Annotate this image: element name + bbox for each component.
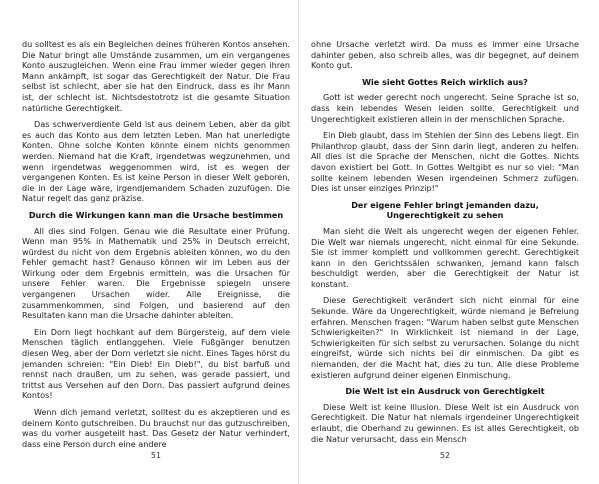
paragraph: Wenn dich jemand verletzt, solltest du es akzeptieren und es deinem Konto gutschreiben. Du brauchst nur das gutzuschreiben, was du vorher ausgeteilt hast. Das Gesetz der Natur verhindert, dass eine Person durch eine andere [22,407,290,449]
paragraph: All dies sind Folgen. Genau wie die Resultate einer Prüfung. Wenn man 95% in Mathematik und 25% in Deutsch erreicht, würdest du nicht von dem Ergebnis ableiten können, wo du den Fehler gemacht hast? Genauso können wir im Leben aus der Wirkung oder dem Ergebnis ermitteln, was die Ursachen für unsere Fehler waren. Die Ergebnisse spiegeln unsere vergangenen Ursachen wider. Alle Ereignisse, die zusammenkommen, sind Folgen, und basierend auf den Resultaten kann man die Ursache dahinter ableiten. [22,225,290,321]
section-heading: Die Welt ist ein Ausdruck von Gerechtigkeit [345,386,545,397]
heading-line: Der eigene Fehler bringt jemanden dazu, [351,199,539,210]
paragraph: ohne Ursache verletzt wird. Da muss es immer eine Ursache dahinter geben, also schreib alles, was dir begegnet, auf deinem Konto gut. [311,39,579,71]
section-heading: Wie sieht Gottes Reich wirklich aus? [362,76,528,87]
paragraph: Gott ist weder gerecht noch ungerecht. Seine Sprache ist so, dass kein lebendes Wesen leiden sollte. Gerechtigkeit und Ungerechtigkeit existieren allein in der menschlichen Sprache. [311,92,579,124]
page-number: 52 [439,451,451,460]
paragraph: Diese Welt ist keine Illusion. Diese Welt ist ein Ausdruck von Gerechtigkeit. Die Natur hat niemals irgendeiner Ungerechtigkeit erlaubt, die Oberhand zu gewinnen. Es ist alles Gerechtigkeit, ob die Natur verursacht, dass ein Mensch [311,401,579,444]
paragraph: Ein Dorn liegt hochkant auf dem Bürgersteig, auf dem viele Menschen täglich entlanggehen. Viele Fußgänger benutzen diesen Weg, aber der Dorn verletzt sie nicht. Eines Tages hörst du jemanden schreien: "Ein Dieb! Ein Dieb!", du bist barfuß und rennst nach draußen, um zu sehen, was gerade passiert, und trittst aus Versehen auf den Dorn. Das passiert aufgrund deines Kontos! [22,326,290,401]
paragraph: du solltest es als ein Begleichen deines früheren Kontos ansehen. Die Natur bringt alle Umstände zusammen, um ein vergangenes Konto auszugleichen. Wenn eine Frau immer wieder gegen ihren Mann ankämpft, ist sogar das Gerechtigkeit der Natur. Die Frau selbst ist schlecht, aber sie hat den Eindruck, dass es ihr Mann ist, der schlecht ist. Nichtsdestotrotz ist die gesamte Situation natürliche Gerechtigkeit. [22,39,290,113]
section-heading [311,200,579,221]
left-page [22,0,290,484]
page-number: 51 [150,451,162,460]
paragraph: Das schwerverdiente Geld ist aus deinem Leben, aber da gibt es auch das Konto aus dem letzten Leben. Man hat unerledigte Konten. Ohne solche Konten könnte einem nichts genommen werden. Niemand hat die Kraft, irgendetwas wegzunehmen, und wenn irgendetwas weggenommen wird, ist es wegen der vergangenen Konten. Es ist keine Person in dieser Welt geboren, die in der Lage wäre, irgendjemandem Schaden zuzufügen. Die Natur regelt das ganz präzise. [22,119,290,204]
section-heading: Durch die Wirkungen kann man die Ursache bestimmen [28,209,284,220]
paragraph: Ein Dieb glaubt, dass im Stehlen der Sinn des Lebens liegt. Ein Philanthrop glaubt, dass der Sinn darin liegt, anderen zu helfen. All dies ist die Sprache der Menschen, nicht die Gottes. Nichts davon existiert bei Gott. In Gottes Weltgibt es nur so viel: "Man sollte keinem lebenden Wesen irgendeinen Schmerz zufügen. Dies ist unser einziges Prinzip!" [311,130,579,194]
gutter-divider [298,0,299,484]
left-page-text [22,39,290,455]
right-page [311,0,579,484]
paragraph: Diese Gerechtigkeit verändert sich nicht einmal für eine Sekunde. Wäre da Ungerechtigkeit, würde niemand je Befreiung erfahren. Menschen fragen: "Warum haben selbst gute Menschen Schwierigkeiten?" In Wirklichkeit ist niemand in der Lage, Schwierigkeiten für sich selbst zu verursachen. Solange du nicht eingreifst, würde sich nichts bei dir einmischen. Da gibt es niemanden, der die Macht hat, dies zu tun. Alle diese Probleme existieren aufgrund deiner eigenen Einmischung. [311,295,579,380]
paragraph: Man sieht die Welt als ungerecht wegen der eigenen Fehler. Die Welt war niemals ungerecht, nicht einmal für eine Sekunde. Sie ist immer komplett und vollkommen gerecht. Gerechtigkeit kann in den Gerichtssälen schwanken, jemand kann falsch beschuldigt werden, aber die Gerechtigkeit der Natur ist konstant. [311,225,579,289]
right-page-text [311,39,579,450]
heading-line: Ungerechtigkeit zu sehen [386,210,504,221]
